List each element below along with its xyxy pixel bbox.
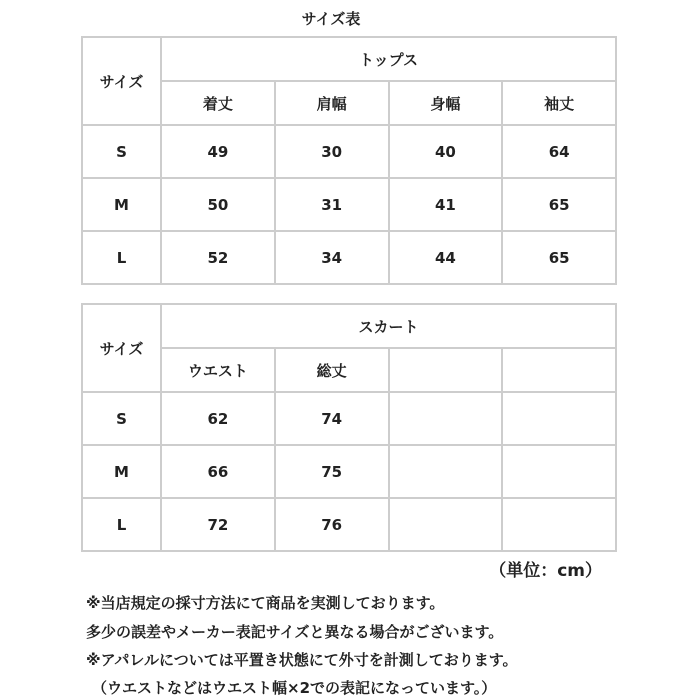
value-cell: 66 xyxy=(161,445,275,498)
value-cell xyxy=(389,392,503,445)
value-cell: 74 xyxy=(275,392,389,445)
value-cell: 72 xyxy=(161,498,275,551)
value-cell xyxy=(389,445,503,498)
column-header: 着丈 xyxy=(161,81,275,125)
value-cell xyxy=(502,392,616,445)
value-cell: 30 xyxy=(275,125,389,178)
value-cell: 49 xyxy=(161,125,275,178)
note-line: ※当店規定の採寸方法にて商品を実測しております。 xyxy=(86,594,445,612)
column-header: 肩幅 xyxy=(275,81,389,125)
size-cell: L xyxy=(82,498,161,551)
note-line: （ウエストなどはウエスト幅×2での表記になっています。） xyxy=(92,679,497,697)
unit-label: （単位：cm） xyxy=(489,561,602,581)
group-header: トップス xyxy=(161,37,616,81)
value-cell: 52 xyxy=(161,231,275,284)
table-row xyxy=(82,445,616,498)
column-header: ウエスト xyxy=(161,348,275,392)
skirt-size-table xyxy=(81,303,617,552)
value-cell: 64 xyxy=(502,125,616,178)
column-header xyxy=(389,348,503,392)
tops-size-table xyxy=(81,36,617,285)
value-cell: 34 xyxy=(275,231,389,284)
value-cell: 62 xyxy=(161,392,275,445)
value-cell: 50 xyxy=(161,178,275,231)
chart-title: サイズ表 xyxy=(301,10,361,28)
value-cell: 65 xyxy=(502,231,616,284)
value-cell: 40 xyxy=(389,125,503,178)
table-row xyxy=(82,392,616,445)
value-cell: 65 xyxy=(502,178,616,231)
value-cell: 31 xyxy=(275,178,389,231)
table-row xyxy=(82,231,616,284)
table-row xyxy=(82,125,616,178)
size-header: サイズ xyxy=(82,37,161,125)
value-cell xyxy=(502,445,616,498)
size-cell: S xyxy=(82,392,161,445)
note-line: 多少の誤差やメーカー表記サイズと異なる場合がございます。 xyxy=(86,623,504,641)
value-cell: 75 xyxy=(275,445,389,498)
value-cell xyxy=(389,498,503,551)
table-row xyxy=(82,498,616,551)
value-cell xyxy=(502,498,616,551)
column-header: 身幅 xyxy=(389,81,503,125)
column-header: 袖丈 xyxy=(502,81,616,125)
size-cell: L xyxy=(82,231,161,284)
column-header: 総丈 xyxy=(275,348,389,392)
note-line: ※アパレルについては平置き状態にて外寸を計測しております。 xyxy=(86,651,518,669)
size-header: サイズ xyxy=(82,304,161,392)
column-header xyxy=(502,348,616,392)
value-cell: 41 xyxy=(389,178,503,231)
size-cell: S xyxy=(82,125,161,178)
value-cell: 76 xyxy=(275,498,389,551)
size-cell: M xyxy=(82,178,161,231)
value-cell: 44 xyxy=(389,231,503,284)
group-header: スカート xyxy=(161,304,616,348)
size-cell: M xyxy=(82,445,161,498)
table-row xyxy=(82,178,616,231)
